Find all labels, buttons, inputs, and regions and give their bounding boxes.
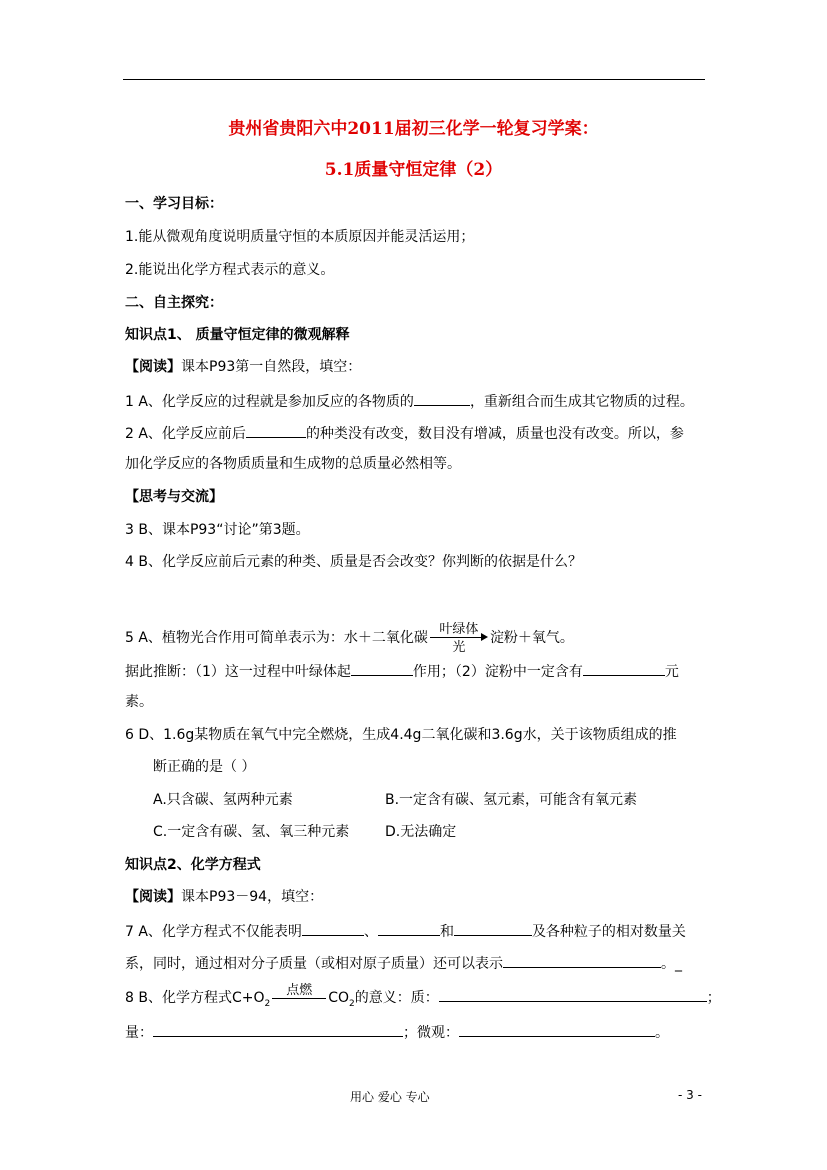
reading-text: 课本P93－94，填空： <box>181 889 324 905</box>
question-5 <box>125 622 574 655</box>
page-subtitle: 5.1质量守恒定律（2） <box>324 160 503 180</box>
reading-text: 课本P93第一自然段，填空： <box>181 359 362 375</box>
question-5-inference <box>125 660 679 682</box>
question-text: 作用；（2）淀粉中一定含有 <box>412 664 583 680</box>
option-c: C.一定含有碳、氢、氧三种元素 <box>153 824 350 840</box>
reaction-condition: 点燃 <box>286 983 313 998</box>
think-discuss-heading: 【思考与交流】 <box>125 489 223 505</box>
option-b: B.一定含有碳、氢元素，可能含有氧元素 <box>385 792 638 808</box>
question-4: 4 B、化学反应前后元素的种类、质量是否会改变？你判断的依据是什么？ <box>125 554 582 570</box>
question-7-cont <box>125 952 682 974</box>
reaction-arrow <box>430 622 488 655</box>
question-text: 2 A、化学反应前后 <box>125 426 246 442</box>
question-text: 淀粉＋氧气。 <box>489 630 574 646</box>
question-6: 6 D、1.6g某物质在氧气中完全燃烧，生成4.4g二氧化碳和3.6g水，关于该物质组成的推 <box>125 727 677 743</box>
answer-blank[interactable] <box>153 1021 403 1037</box>
option-d: D.无法确定 <box>385 824 457 840</box>
question-text: 的意义：质： <box>354 990 439 1006</box>
answer-blank[interactable] <box>414 390 470 406</box>
question-text: 1 A、化学反应的过程就是参加反应的各物质的 <box>125 394 414 410</box>
answer-blank[interactable] <box>439 986 707 1002</box>
question-8 <box>125 983 721 1014</box>
question-text: 和 <box>439 924 454 940</box>
question-3: 3 B、课本P93“讨论”第3题。 <box>125 522 310 538</box>
question-text: 、 <box>363 924 378 940</box>
footer-motto: 用心 爱心 专心 <box>350 1090 430 1104</box>
subscript: 2 <box>264 998 271 1009</box>
question-5-inference-cont: 素。 <box>125 694 153 710</box>
question-text: 。 <box>655 1025 669 1041</box>
question-7 <box>125 920 686 942</box>
answer-blank[interactable] <box>302 920 364 936</box>
reaction-equals-sign <box>270 983 328 1007</box>
option-a: A.只含碳、氢两种元素 <box>153 792 293 808</box>
reading-tag: 【阅读】 <box>125 889 181 905</box>
question-text: ； <box>706 990 721 1006</box>
answer-blank[interactable] <box>378 920 440 936</box>
question-text: 及各种粒子的相对数量关 <box>531 924 686 940</box>
page-number: - 3 - <box>678 1088 702 1102</box>
question-text: 5 A、植物光合作用可简单表示为：水＋二氧化碳 <box>125 630 428 646</box>
question-text: 据此推断：（1）这一过程中叶绿体起 <box>125 664 351 680</box>
objective-2: 2.能说出化学方程式表示的意义。 <box>125 262 335 278</box>
reading-2 <box>125 887 323 907</box>
question-1 <box>125 390 694 412</box>
question-text: 。_ <box>661 956 682 972</box>
section-heading-explore: 二、自主探究： <box>125 295 223 311</box>
arrow-condition-bottom: 光 <box>452 640 466 655</box>
question-text: 8 B、化学方程式C+O <box>125 990 265 1006</box>
question-6-cont: 断正确的是（ ） <box>153 759 256 775</box>
reading-1 <box>125 357 361 377</box>
question-text: ；微观： <box>403 1025 459 1041</box>
question-2-cont: 加化学反应的各物质质量和生成物的总质量必然相等。 <box>125 456 461 472</box>
formula-text: CO <box>328 990 350 1006</box>
answer-blank[interactable] <box>583 660 665 676</box>
question-text: 的种类没有改变，数目没有增减，质量也没有改变。所以，参 <box>305 426 684 442</box>
question-text: 元 <box>664 664 679 680</box>
knowledge-point-1-heading: 知识点1、 质量守恒定律的微观解释 <box>125 327 350 343</box>
arrow-condition-top: 叶绿体 <box>439 622 479 637</box>
knowledge-point-2-heading: 知识点2、化学方程式 <box>125 857 261 873</box>
answer-blank[interactable] <box>454 920 532 936</box>
section-heading-objectives: 一、学习目标： <box>125 196 223 212</box>
question-text: ，重新组合而生成其它物质的过程。 <box>469 394 694 410</box>
question-2 <box>125 422 684 444</box>
answer-blank[interactable] <box>246 422 306 438</box>
answer-blank[interactable] <box>503 952 661 968</box>
answer-blank[interactable] <box>351 660 413 676</box>
question-8-cont <box>125 1021 669 1043</box>
question-text: 7 A、化学方程式不仅能表明 <box>125 924 302 940</box>
reading-tag: 【阅读】 <box>125 359 181 375</box>
question-text: 量： <box>125 1025 153 1041</box>
answer-blank[interactable] <box>459 1021 655 1037</box>
subscript: 2 <box>349 998 355 1009</box>
page-title: 贵州省贵阳六中2011届初三化学一轮复习学案： <box>228 119 599 139</box>
objective-1: 1.能从微观角度说明质量守恒的本质原因并能灵活运用； <box>125 229 475 245</box>
question-text: 系，同时，通过相对分子质量（或相对原子质量）还可以表示 <box>125 956 503 972</box>
header-rule <box>123 79 705 80</box>
